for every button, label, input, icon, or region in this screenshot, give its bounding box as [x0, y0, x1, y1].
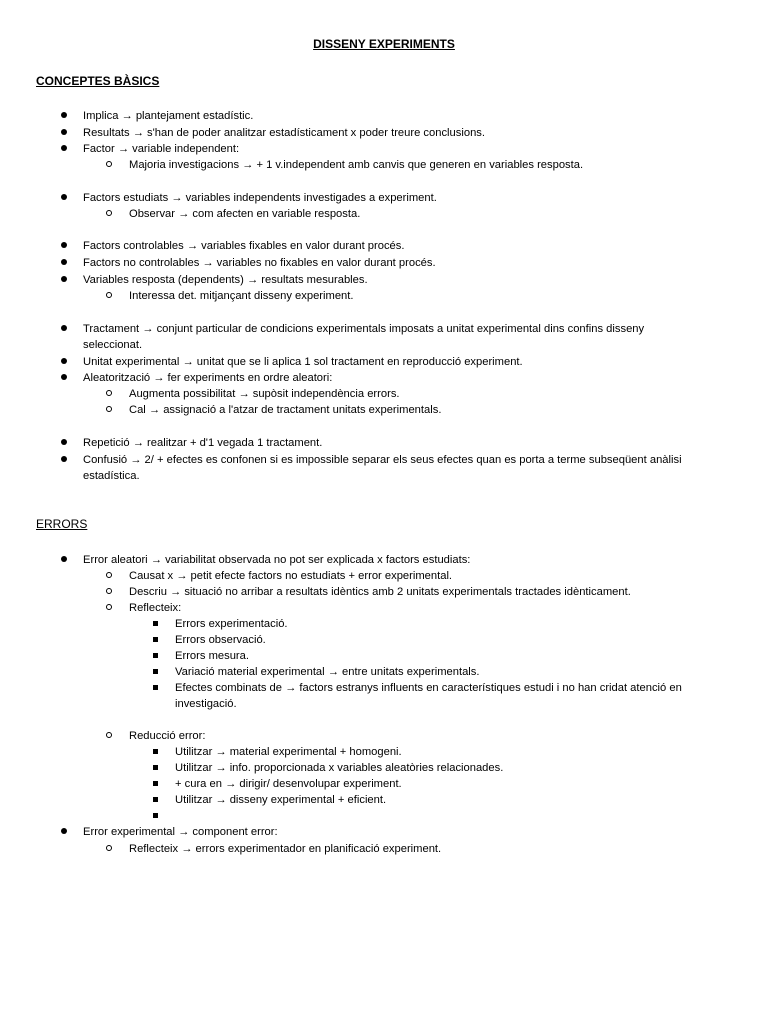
list-item: Error aleatori → variabilitat observada no pot ser explicada x factors estudiats:: [61, 552, 67, 568]
sub-sub-list-item: [153, 808, 158, 824]
sub-sub-list-item: Errors mesura.: [153, 648, 158, 664]
list-item: Aleatorització → fer experiments en ordre aleatori:: [61, 370, 67, 386]
square-bullet-icon: [153, 621, 158, 626]
sub-list-item: Interessa det. mitjançant disseny experiment.: [106, 288, 112, 304]
sub-sub-list-item: Efectes combinats de → factors estranys influents en característiques estudi i no han cridat atenció en: [153, 680, 158, 696]
circle-bullet-icon: [106, 406, 112, 412]
list-item: Factor → variable independent:: [61, 141, 67, 157]
square-bullet-icon: [153, 813, 158, 818]
sub-list-item: Majoria investigacions → + 1 v.independent amb canvis que generen en variables resposta.: [106, 157, 112, 173]
sub-sub-list-item: + cura en → dirigir/ desenvolupar experiment.: [153, 776, 158, 792]
circle-bullet-icon: [106, 161, 112, 167]
sub-list-item: Observar → com afecten en variable resposta.: [106, 206, 112, 222]
sub-sub-list-item: Variació material experimental → entre unitats experimentals.: [153, 664, 158, 680]
list-item: Tractament → conjunt particular de condicions experimentals imposats a unitat experimental dins confins disseny: [61, 321, 67, 337]
square-bullet-icon: [153, 685, 158, 690]
list-item: Factors controlables → variables fixables en valor durant procés.: [61, 238, 67, 254]
list-item-continuation: investigació.: [175, 698, 237, 710]
sub-list-item: Descriu → situació no arribar a resultats idèntics amb 2 unitats experimentals tractades idènticament.: [106, 584, 112, 600]
document-title: DISSENY EXPERIMENTS: [313, 37, 455, 51]
circle-bullet-icon: [106, 210, 112, 216]
bullet-icon: [61, 129, 67, 135]
sub-list-item: Causat x → petit efecte factors no estudiats + error experimental.: [106, 568, 112, 584]
list-item: Error experimental → component error:: [61, 824, 67, 840]
list-item: Factors estudiats → variables independents investigades a experiment.: [61, 190, 67, 206]
list-item: Implica → plantejament estadístic.: [61, 108, 67, 124]
circle-bullet-icon: [106, 604, 112, 610]
bullet-icon: [61, 374, 67, 380]
list-item: Factors no controlables → variables no fixables en valor durant procés.: [61, 255, 67, 271]
sub-sub-list-item: Utilitzar → material experimental + homogeni.: [153, 744, 158, 760]
square-bullet-icon: [153, 749, 158, 754]
bullet-icon: [61, 194, 67, 200]
circle-bullet-icon: [106, 588, 112, 594]
circle-bullet-icon: [106, 292, 112, 298]
list-item-continuation: estadística.: [83, 470, 140, 482]
list-item: Variables resposta (dependents) → resultats mesurables.: [61, 272, 67, 288]
list-item: Repetició → realitzar + d'1 vegada 1 tractament.: [61, 435, 67, 451]
sub-sub-list-item: Utilitzar → disseny experimental + eficient.: [153, 792, 158, 808]
square-bullet-icon: [153, 781, 158, 786]
sub-list-item: Reducció error:: [106, 728, 112, 744]
bullet-icon: [61, 828, 67, 834]
sub-sub-list-item: Errors experimentació.: [153, 616, 158, 632]
square-bullet-icon: [153, 797, 158, 802]
list-item-continuation: seleccionat.: [83, 339, 143, 351]
section-heading-errors: ERRORS: [36, 517, 88, 531]
list-item: Unitat experimental → unitat que se li aplica 1 sol tractament en reproducció experiment.: [61, 354, 67, 370]
sub-list-item: Reflecteix → errors experimentador en planificació experiment.: [106, 841, 112, 857]
bullet-icon: [61, 556, 67, 562]
circle-bullet-icon: [106, 572, 112, 578]
bullet-icon: [61, 242, 67, 248]
sub-list-item: Cal → assignació a l'atzar de tractament unitats experimentals.: [106, 402, 112, 418]
bullet-icon: [61, 145, 67, 151]
bullet-icon: [61, 259, 67, 265]
square-bullet-icon: [153, 653, 158, 658]
square-bullet-icon: [153, 765, 158, 770]
circle-bullet-icon: [106, 845, 112, 851]
circle-bullet-icon: [106, 390, 112, 396]
circle-bullet-icon: [106, 732, 112, 738]
sub-sub-list-item: Utilitzar → info. proporcionada x variables aleatòries relacionades.: [153, 760, 158, 776]
list-item: Confusió → 2/ + efectes es confonen si es impossible separar els seus efectes quan es porta a terme subseqüent anàlisi: [61, 452, 67, 468]
sub-list-item: Reflecteix:: [106, 600, 112, 616]
bullet-icon: [61, 456, 67, 462]
section-heading-conceptes: CONCEPTES BÀSICS: [36, 74, 160, 88]
sub-list-item: Augmenta possibilitat → supòsit independència errors.: [106, 386, 112, 402]
bullet-icon: [61, 439, 67, 445]
square-bullet-icon: [153, 669, 158, 674]
square-bullet-icon: [153, 637, 158, 642]
sub-sub-list-item: Errors observació.: [153, 632, 158, 648]
bullet-icon: [61, 358, 67, 364]
bullet-icon: [61, 276, 67, 282]
bullet-icon: [61, 112, 67, 118]
bullet-icon: [61, 325, 67, 331]
list-item: Resultats → s'han de poder analitzar estadísticament x poder treure conclusions.: [61, 125, 67, 141]
